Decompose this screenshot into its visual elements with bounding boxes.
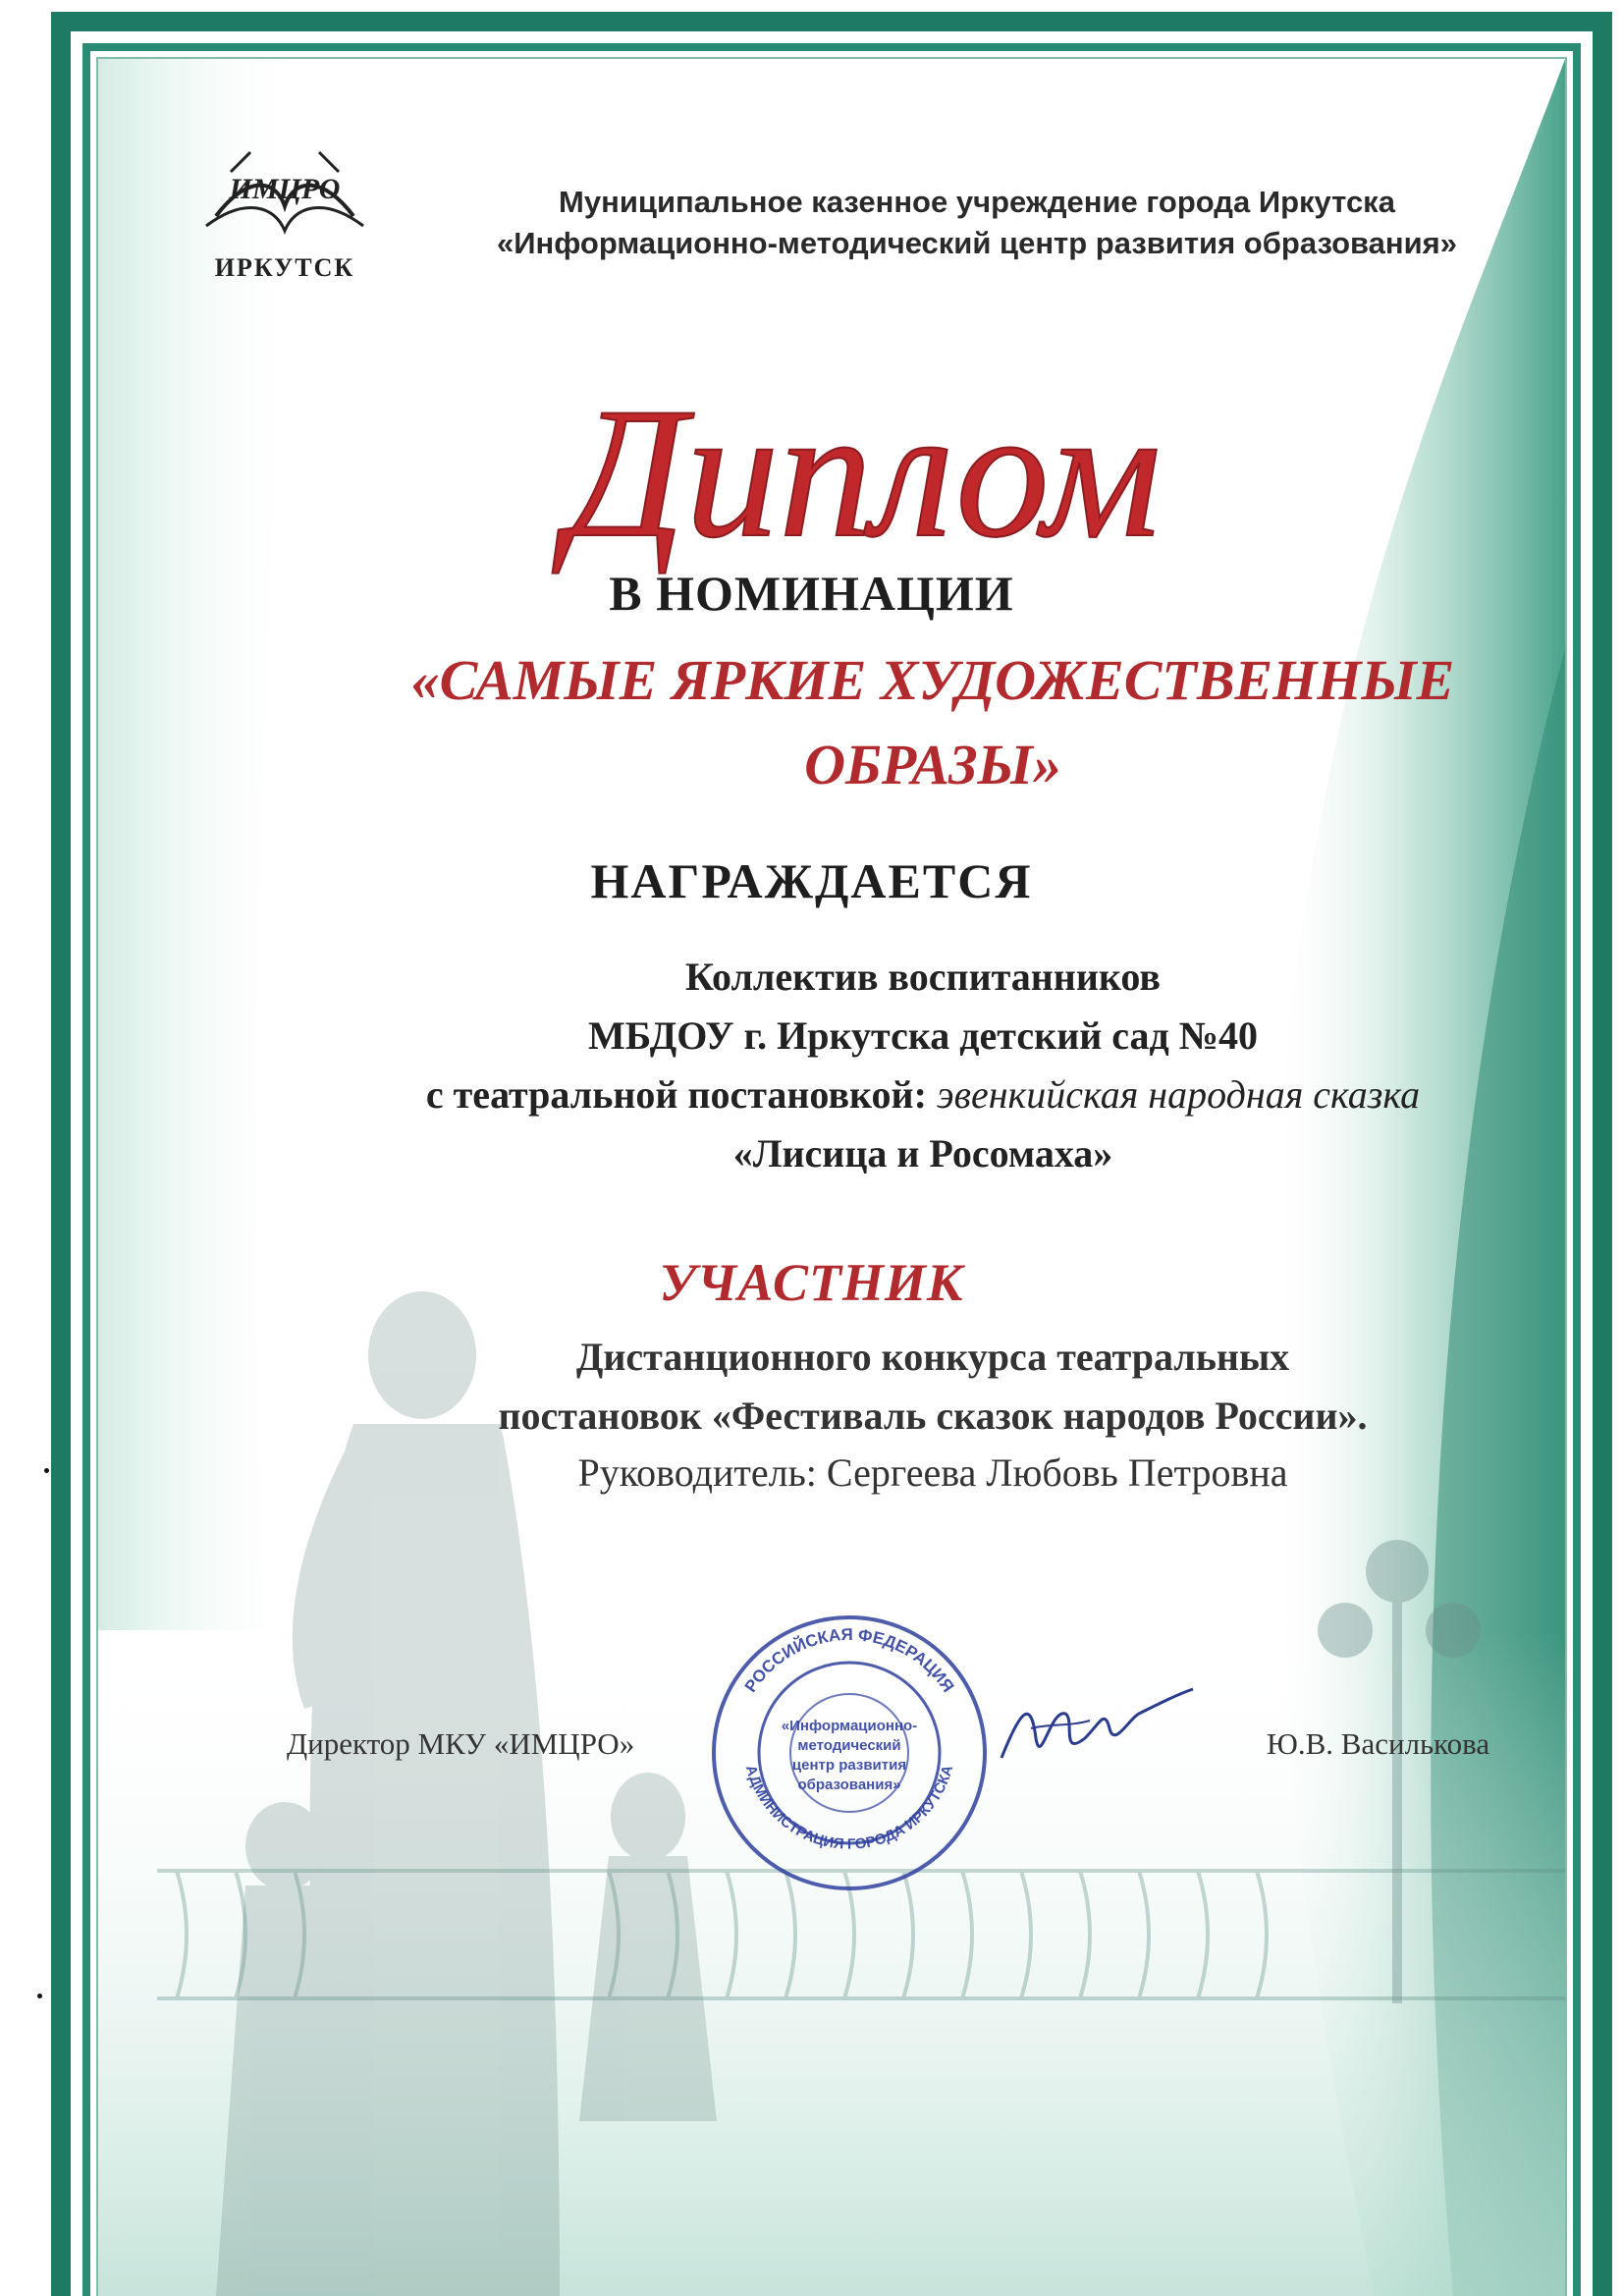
contest-line-2: постановок «Фестиваль сказок народов России».	[498, 1394, 1368, 1438]
svg-text:РОССИЙСКАЯ ФЕДЕРАЦИЯ	[741, 1625, 958, 1696]
recipient-play-genre: эвенкийская народная сказка	[936, 1072, 1421, 1117]
official-stamp	[707, 1611, 992, 1895]
participant-status: УЧАСТНИК	[659, 1253, 964, 1312]
nomination-label: В НОМИНАЦИИ	[609, 566, 1014, 621]
diploma-title	[471, 373, 1257, 579]
stamp-center-line-4: образования»	[797, 1777, 901, 1793]
nomination-name-line-2: ОБРАЗЫ»	[804, 733, 1061, 796]
director-role: Директор МКУ «ИМЦРО»	[287, 1726, 635, 1761]
awarded-heading: НАГРАЖДАЕТСЯ	[590, 853, 1033, 908]
recipient-line-3	[255, 1066, 1591, 1124]
recipient-block	[255, 948, 1591, 1183]
leader-name: Руководитель: Сергеева Любовь Петровна	[577, 1450, 1288, 1495]
logo-city: ИРКУТСК	[214, 253, 355, 282]
organization-name	[412, 182, 1542, 264]
stamp-ring-bottom: АДМИНИСТРАЦИЯ ГОРОДА ИРКУТСКА	[741, 1763, 957, 1853]
scan-dot	[37, 1994, 42, 1998]
stamp-center-line-1: «Информационно-	[781, 1718, 918, 1734]
organization-line-1: Муниципальное казенное учреждение города Иркутска	[559, 185, 1395, 219]
nomination-name	[324, 638, 1542, 807]
diploma-title-text: Диплом	[567, 373, 1162, 576]
contest-description	[324, 1328, 1542, 1446]
nomination-name-line-1: «САМЫЕ ЯРКИЕ ХУДОЖЕСТВЕННЫЕ	[410, 648, 1455, 712]
recipient-play-prefix: с театральной постановкой:	[425, 1072, 927, 1117]
contest-line-1: Дистанционного конкурса театральных	[575, 1335, 1290, 1379]
recipient-play-title: «Лисица и Росомаха»	[732, 1131, 1113, 1175]
stamp-center-line-3: центр развития	[791, 1757, 907, 1774]
scan-dot	[44, 1468, 49, 1473]
logo-text: ИМЦРО	[229, 173, 341, 205]
stamp-center-line-2: методический	[797, 1737, 901, 1754]
recipient-line-1: Коллектив воспитанников	[684, 955, 1162, 999]
stamp-ring-top: РОССИЙСКАЯ ФЕДЕРАЦИЯ	[740, 1624, 958, 1696]
organization-line-2: «Информационно-методический центр развития образования»	[496, 226, 1458, 260]
director-name: Ю.В. Василькова	[1267, 1726, 1490, 1761]
recipient-line-2: МБДОУ г. Иркутска детский сад №40	[588, 1013, 1258, 1058]
handwritten-signature	[992, 1669, 1198, 1787]
